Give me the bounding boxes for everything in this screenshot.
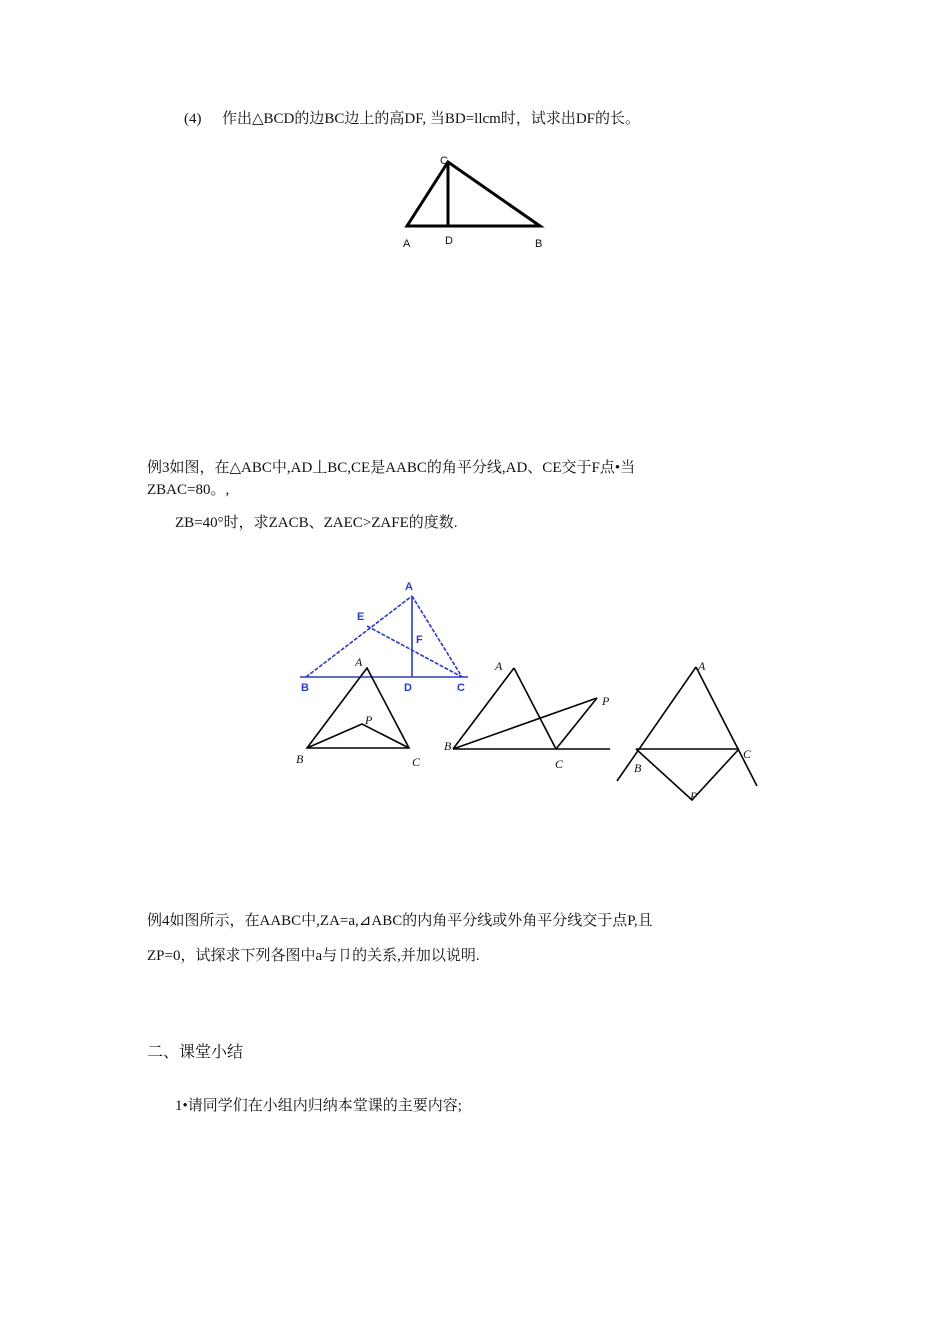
fig4-label-a: A [698,659,706,673]
fig3-label-b: B [444,739,452,753]
blue-label-d: D [404,682,412,694]
fig4-label-b: B [634,761,642,775]
fig3-label-a: A [495,659,503,673]
fig2-label-c: C [412,755,421,769]
example4-line1: 例4如图所示，在AABC中,ZA=a,⊿ABC的内角平分线或外角平分线交于点P,且 [147,913,653,929]
q4-number: (4) [184,111,202,127]
blue-label-b: B [301,682,309,694]
blue-label-c: C [457,682,465,694]
q4-text: 作出△BCD的边BC边上的高DF, 当BD=llcm时，试求出DF的长。 [222,111,640,127]
example3-line2: ZBAC=80。, [147,482,230,498]
blue-label-a: A [405,581,413,593]
example3-line1: 例3如图，在△ABC中,AD丄BC,CE是AABC的角平分线,AD、CE交于F点•当 [147,460,636,476]
blue-label-e: E [357,611,365,623]
blue-label-f: F [416,634,423,646]
label-c: C [440,155,448,167]
label-b: B [535,238,543,250]
fig3-label-c: C [555,757,564,771]
fig3-label-p: P [602,694,610,708]
fig2-label-p: P [365,713,373,727]
label-a: A [403,238,411,250]
example3-line3: ZB=40°时，求ZACB、ZAEC>ZAFE的度数. [175,515,458,531]
fig4-label-c: C [743,747,752,761]
fig2-label-b: B [296,752,304,766]
example4-line2: ZP=0，试探求下列各图中a与卩的关系,并加以说明. [147,948,480,964]
summary-heading: 二、课堂小结 [147,1044,244,1061]
fig2-label-a: A [355,655,363,669]
fig4-label-p: P [690,789,698,803]
summary-item-1: 1•请同学们在小组内归纳本堂课的主要内容; [175,1098,462,1114]
label-d: D [445,235,453,247]
